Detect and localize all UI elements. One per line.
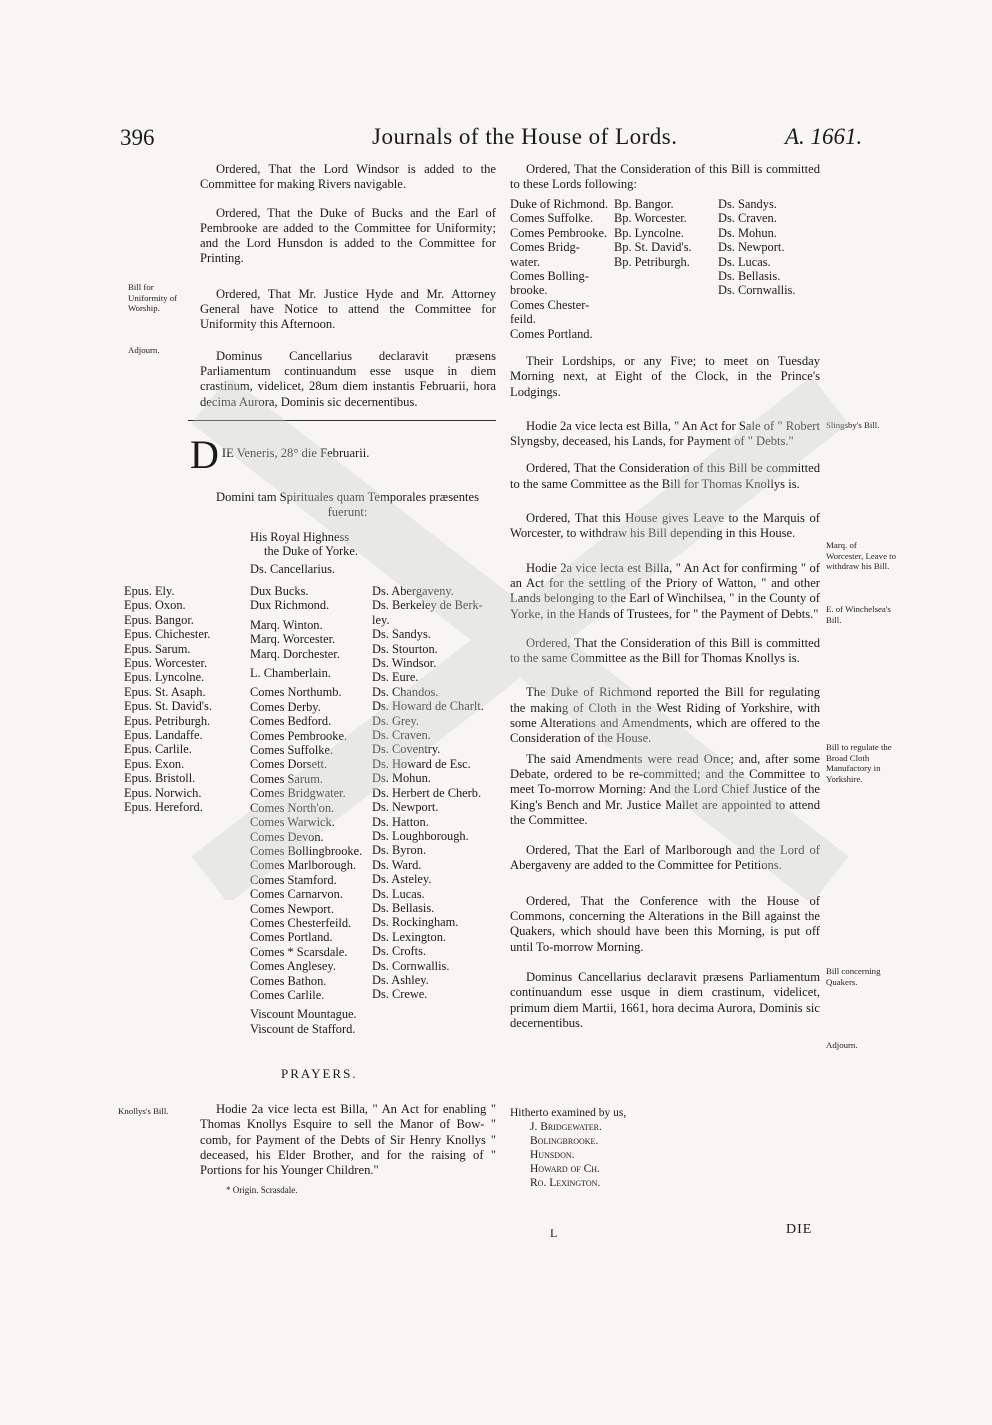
- committee-member: Comes Pembrooke.: [510, 225, 608, 240]
- temporal-lord-entry: Ds. Eure.: [372, 670, 419, 685]
- temporal-lord-entry: Comes Devon.: [250, 829, 324, 844]
- temporal-lord-entry: Ds. Crewe.: [372, 987, 428, 1002]
- temporal-lord-entry: Comes North'on.: [250, 800, 335, 815]
- temporal-lord-entry: Ds. Bellasis.: [372, 900, 435, 915]
- committee-column-3: [718, 197, 795, 298]
- section-divider: [188, 420, 496, 421]
- margin-note-uniformity: Bill for Uniformity of Worship.: [128, 282, 178, 313]
- margin-note-cloth: Bill to regulate the Broad Cloth Manufactory in Yorkshire.: [826, 742, 892, 784]
- right-paragraph-6: Hodie 2a vice lecta est Billa, " An Act for confirming " of an Act for the settling of the Priory of Watton, " and other Lands belonging to the Earl of Winchilsea, " in the County of Yorke, in the Hands of Trustees, for " the Payment of Debts.": [510, 560, 820, 621]
- left-column: [200, 162, 496, 410]
- temporal-lord-entry: Comes Sarum.: [250, 771, 323, 786]
- temporal-lord-entry: Comes Bollingbrooke.: [250, 843, 363, 858]
- temporal-lord-entry: Ds. Craven.: [372, 728, 431, 743]
- bishop-entry: Epus. St. David's.: [124, 699, 212, 714]
- temporal-lord-entry: Viscount de Stafford.: [250, 1021, 356, 1036]
- committee-member: Comes Bolling-: [510, 269, 589, 284]
- committee-member: Bp. Lyncolne.: [614, 225, 684, 240]
- right-paragraph-10: Ordered, That the Earl of Marlborough and the Lord of Abergaveny are added to the Committee for Petitions.: [510, 843, 820, 873]
- temporal-lord-entry: Comes Carnarvon.: [250, 887, 343, 902]
- committee-member: Bp. Petriburgh.: [614, 254, 690, 269]
- bishop-entry: Epus. Ely.: [124, 584, 175, 598]
- right-paragraph-9: The said Amendments were read Once; and, after some Debate, ordered to be re-committed; and the Committee to meet To-morrow Morning: And the Lord Chief Justice of the King's Bench and Mr. Justice Mallet are appointed to attend the Committee.: [510, 751, 820, 827]
- temporal-lord-entry: Ds. Ward.: [372, 857, 422, 872]
- margin-note-quakers: Bill concerning Quakers.: [826, 966, 881, 987]
- temporal-lord-entry: Ds. Lucas.: [372, 886, 425, 901]
- temporal-lord-entry: Ds. Herbert de Cherb.: [372, 785, 482, 800]
- temporal-lord-entry: Comes Bathon.: [250, 973, 327, 988]
- left-paragraph-3: Ordered, That Mr. Justice Hyde and Mr. Attorney General have Notice to attend the Committee for Uniformity this Afternoon.: [200, 286, 496, 332]
- session-date: IE Veneris, 28° die Februarii.: [221, 446, 370, 460]
- temporal-lord-entry: Comes Carlile.: [250, 987, 325, 1002]
- committee-member: Bp. St. David's.: [614, 240, 692, 255]
- margin-note-winchelsea: E. of Winchelsea's Bill.: [826, 604, 891, 625]
- temporal-lord-entry: Ds. Newport.: [372, 800, 439, 815]
- bishops-list: [124, 584, 212, 815]
- running-title: Journals of the House of Lords.: [372, 124, 678, 149]
- signer-name: J. Bridgewater.: [530, 1121, 602, 1133]
- committee-member: Ds. Lucas.: [718, 254, 771, 269]
- temporal-lord-entry: Ds. Howard de Esc.: [372, 756, 471, 771]
- temporal-lord-entry: Ds. Coventry.: [372, 742, 441, 757]
- margin-note-slingsby: Slingsby's Bill.: [826, 420, 880, 430]
- temporal-lord-entry: Comes Suffolke.: [250, 743, 334, 758]
- left-paragraph-4: Dominus Cancellarius declaravit præsens Parliamentum continuandum esse usque in diem crastinum, videlicet, 28um diem instantis Februarii, hora decima Aurora, Dominis sic decernentibus.: [200, 348, 496, 409]
- bishop-entry: Epus. Oxon.: [124, 598, 186, 613]
- temporal-lord-entry: Ds. Ashley.: [372, 972, 429, 987]
- margin-note-knollys: Knollys's Bill.: [118, 1106, 169, 1116]
- temporal-lord-entry: Ds. Howard de Charlt.: [372, 699, 484, 714]
- temporal-lord-entry: Ds. Windsor.: [372, 656, 437, 671]
- prayers-heading: PRAYERS.: [281, 1066, 358, 1081]
- temporal-lord-entry: Ds. Asteley.: [372, 872, 432, 887]
- bishop-entry: Epus. Bangor.: [124, 612, 194, 627]
- committee-member: water.: [510, 254, 540, 269]
- catchword: DIE: [786, 1222, 813, 1237]
- temporal-lord-entry: Comes Anglesey.: [250, 959, 336, 974]
- temporal-lords-column-2: [372, 584, 484, 1002]
- bishop-entry: Epus. Bristoll.: [124, 771, 196, 786]
- temporal-lord-entry: Ds. Cornwallis.: [372, 958, 450, 973]
- committee-member: Ds. Cornwallis.: [718, 283, 796, 298]
- right-column-body: [510, 354, 820, 1031]
- temporal-lord-entry: Comes Portland.: [250, 930, 333, 945]
- temporal-lord-entry: Marq. Winton.: [250, 617, 323, 632]
- committee-member: Ds. Sandys.: [718, 197, 777, 211]
- temporal-lord-entry: Viscount Mountague.: [250, 1007, 357, 1022]
- committee-member: Bp. Worcester.: [614, 211, 687, 226]
- signer-name: Bolingbrooke.: [530, 1135, 599, 1147]
- temporal-lord-entry: Ds. Mohun.: [372, 771, 431, 786]
- bishop-entry: Epus. Exon.: [124, 756, 185, 771]
- chancellor-entry: Ds. Cancellarius.: [250, 562, 335, 576]
- temporal-lord-entry: Ds. Chandos.: [372, 684, 439, 699]
- bishop-entry: Epus. Worcester.: [124, 656, 208, 671]
- temporal-lords-column-1: [250, 584, 362, 1036]
- committee-member: Comes Bridg-: [510, 240, 580, 255]
- temporal-lord-entry: Ds. Byron.: [372, 843, 427, 858]
- right-paragraph-4: Ordered, That the Consideration of this Bill be committed to the same Committee as the Bill for Thomas Knollys is.: [510, 461, 820, 491]
- right-paragraph-1: Ordered, That the Consideration of this Bill is committed to these Lords following:: [510, 162, 820, 192]
- examiners-block: [510, 1106, 810, 1190]
- bishop-entry: Epus. Carlile.: [124, 742, 192, 757]
- temporal-lord-entry: Ds. Grey.: [372, 713, 420, 728]
- temporal-lord-entry: Marq. Worcester.: [250, 632, 336, 647]
- temporal-lord-entry: Ds. Stourton.: [372, 641, 438, 656]
- right-paragraph-3: Hodie 2a vice lecta est Billa, " An Act for Sale of " Robert Slyngsby, deceased, his Lands, for Payment of " Debts.": [510, 418, 820, 449]
- committee-column-1: [510, 197, 608, 341]
- temporal-lord-entry: Comes Northumb.: [250, 685, 342, 700]
- temporal-lord-entry: Marq. Dorchester.: [250, 646, 340, 661]
- margin-note-worcester: Marq. of Worcester, Leave to withdraw his Bill.: [826, 540, 897, 571]
- temporal-lord-entry: Ds. Hatton.: [372, 814, 429, 829]
- committee-member: Comes Suffolke.: [510, 211, 594, 226]
- examined-line: Hitherto examined by us,: [510, 1107, 627, 1119]
- bishop-entry: Epus. Norwich.: [124, 785, 202, 800]
- temporal-lord-entry: Comes Warwick.: [250, 815, 335, 830]
- temporal-lord-entry: Comes Chesterfeild.: [250, 915, 352, 930]
- right-paragraph-7: Ordered, That the Consideration of this Bill is committed to the same Committee as the Bill for Thomas Knollys is.: [510, 635, 820, 666]
- temporal-lord-entry: Ds. Sandys.: [372, 627, 431, 642]
- committee-member: Comes Chester-: [510, 297, 590, 312]
- temporal-lord-entry: Ds. Berkeley de Berk-: [372, 598, 483, 613]
- temporal-lord-entry: Comes Derby.: [250, 699, 321, 714]
- knollys-bill-paragraph: Hodie 2a vice lecta est Billa, " An Act for enabling " Thomas Knollys Esquire to sell the Manor of Bow- " comb, for Payment of the Debts of Sir Henry Knollys " deceased, his Elder Brother, and for the raising of " Portions for his Younger Children.": [200, 1102, 496, 1178]
- session-heading: [190, 432, 496, 477]
- signer-name: Howard of Ch.: [530, 1163, 600, 1175]
- bishop-entry: Epus. Lyncolne.: [124, 670, 205, 685]
- margin-note-adjourn: Adjourn.: [128, 345, 160, 355]
- drop-cap: D: [190, 432, 219, 477]
- right-column-top: [510, 162, 820, 193]
- left-paragraph-1: Ordered, That the Lord Windsor is added to the Committee for making Rivers navigable.: [200, 162, 496, 192]
- signers-list: [510, 1120, 810, 1190]
- committee-member: Duke of Richmond.: [510, 197, 609, 211]
- margin-note-adjourn-right: Adjourn.: [826, 1040, 858, 1050]
- knollys-bill-block: [200, 1102, 496, 1178]
- committee-column-2: [614, 197, 692, 269]
- temporal-lord-entry: Ds. Loughborough.: [372, 828, 469, 843]
- temporal-lord-entry: Ds. Rockingham.: [372, 915, 459, 930]
- attendance-intro: Domini tam Spirituales quam Temporales præsentes fuerunt:: [216, 490, 479, 520]
- right-paragraph-5: Ordered, That this House gives Leave to the Marquis of Worcester, to withdraw his Bill depending in this House.: [510, 511, 820, 541]
- committee-member: brooke.: [510, 283, 548, 298]
- temporal-lord-entry: Ds. Crofts.: [372, 944, 427, 959]
- royal-entry: [250, 530, 358, 559]
- left-paragraph-2: Ordered, That the Duke of Bucks and the Earl of Pembrooke are added to the Committee for Uniformity; and the Lord Hunsdon is added to the Committee for Printing.: [200, 205, 496, 266]
- temporal-lord-entry: Comes Bedford.: [250, 714, 332, 729]
- temporal-lord-entry: Ds. Lexington.: [372, 929, 446, 944]
- bishop-entry: Epus. St. Asaph.: [124, 684, 206, 699]
- temporal-lord-entry: Comes Bridgwater.: [250, 786, 346, 801]
- temporal-lord-entry: Comes * Scarsdale.: [250, 944, 348, 959]
- royal-line-2: the Duke of Yorke.: [264, 544, 358, 559]
- committee-member: Ds. Newport.: [718, 240, 785, 255]
- bishop-entry: Epus. Landaffe.: [124, 728, 203, 743]
- committee-member: Ds. Mohun.: [718, 225, 777, 240]
- temporal-lord-entry: Comes Pembrooke.: [250, 728, 348, 743]
- right-paragraph-12: Dominus Cancellarius declaravit præsens Parliamentum continuandum esse usque in diem crastinum, videlicet, primum diem Martii, 1661, hora decima Aurora, Dominis sic decernentibus.: [510, 969, 820, 1030]
- temporal-lord-entry: Ds. Abergaveny.: [372, 584, 454, 598]
- bishop-entry: Epus. Chichester.: [124, 627, 211, 642]
- temporal-lord-entry: Comes Newport.: [250, 901, 334, 916]
- right-paragraph-11: Ordered, That the Conference with the House of Commons, concerning the Alterations in the Bill against the Quakers, which should have been this Morning, is put off until To-morrow Morning.: [510, 893, 820, 954]
- page-number: 396: [120, 125, 155, 150]
- committee-member: Ds. Bellasis.: [718, 269, 781, 284]
- signer-name: Ro. Lexington.: [530, 1177, 601, 1189]
- right-paragraph-2: Their Lordships, or any Five; to meet on Tuesday Morning next, at Eight of the Clock, in the Prince's Lodgings.: [510, 354, 820, 399]
- right-paragraph-8: The Duke of Richmond reported the Bill for regulating the making of Cloth in the West Riding of Yorkshire, with some Alterations and Amendments, which are offered to the Consideration of the House.: [510, 685, 820, 746]
- bishop-entry: Epus. Hereford.: [124, 800, 203, 815]
- temporal-lord-entry: Comes Dorsett.: [250, 757, 328, 772]
- bishop-entry: Epus. Sarum.: [124, 641, 191, 656]
- signer-name: Hunsdon.: [530, 1149, 575, 1161]
- temporal-lord-entry: Comes Stamford.: [250, 872, 337, 887]
- temporal-lord-entry: Comes Marlborough.: [250, 858, 356, 873]
- committee-member: Bp. Bangor.: [614, 197, 674, 211]
- committee-member: Ds. Craven.: [718, 211, 777, 226]
- year: A. 1661.: [785, 124, 863, 149]
- bishop-entry: Epus. Petriburgh.: [124, 713, 211, 728]
- signature-mark: L: [550, 1226, 558, 1240]
- committee-member: Comes Portland.: [510, 326, 593, 341]
- temporal-lord-entry: ley.: [372, 612, 390, 627]
- temporal-lord-entry: L. Chamberlain.: [250, 666, 331, 681]
- committee-member: feild.: [510, 312, 536, 327]
- footnote: * Origin. Scrasdale.: [226, 1185, 298, 1195]
- temporal-lord-entry: Dux Richmond.: [250, 598, 330, 613]
- temporal-lord-entry: Dux Bucks.: [250, 584, 309, 598]
- royal-line-1: His Royal Highness: [250, 530, 350, 544]
